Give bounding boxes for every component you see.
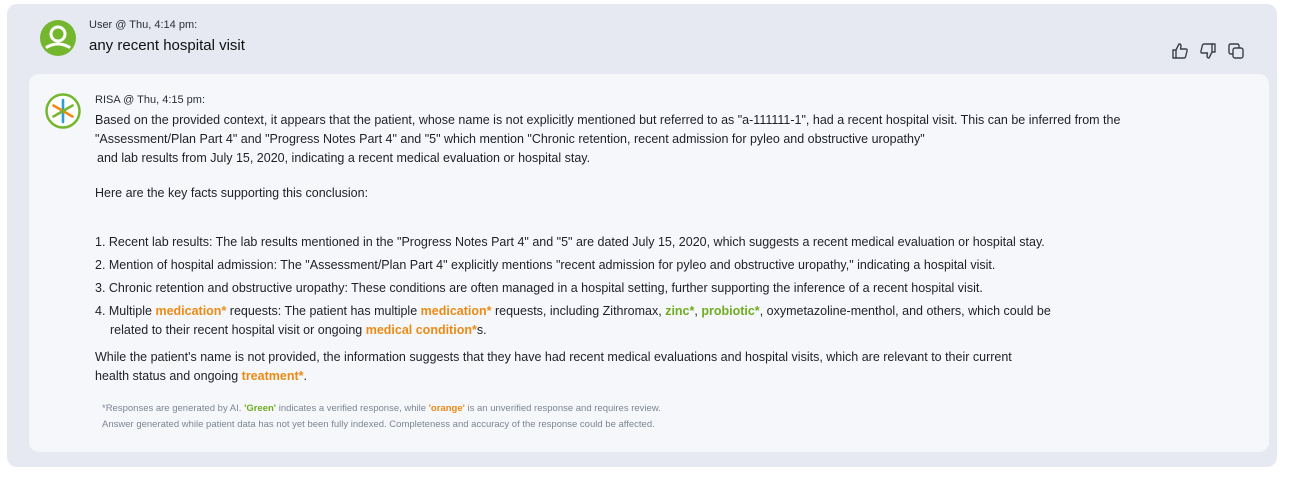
user-avatar-icon [40, 20, 76, 56]
thumbs-up-icon[interactable] [1171, 42, 1189, 60]
green-legend: 'Green' [244, 403, 277, 414]
indexing-warning: Answer generated while patient data has not yet been fully indexed. Completeness and accuracy of the response could be affected. [102, 419, 655, 430]
intro-line-1: Based on the provided context, it appears that the patient, whose name is not explicitly mentioned but referred to as "a-111111-1", had a recent hospital visit. This can be inferred from the [95, 113, 1121, 127]
risa-avatar-icon [45, 93, 81, 129]
user-message-text: any recent hospital visit [89, 37, 245, 54]
copy-icon[interactable] [1227, 42, 1245, 60]
unverified-term[interactable]: treatment* [241, 369, 304, 383]
orange-legend: 'orange' [428, 403, 465, 414]
verified-term[interactable]: probiotic* [701, 304, 760, 318]
list-item: 2. Mention of hospital admission: The "Assessment/Plan Part 4" explicitly mentions "recent admission for pyleo and obstructive uropathy," indicating a hospital visit. [95, 258, 996, 272]
chat-thread [7, 4, 1277, 467]
response-body [95, 111, 1260, 386]
user-meta: User @ Thu, 4:14 pm: [89, 19, 198, 31]
key-facts-list [95, 233, 1260, 340]
unverified-term[interactable]: medical condition* [365, 323, 477, 337]
intro-line-2: "Assessment/Plan Part 4" and "Progress Notes Part 4" and "5" which mention "Chronic retention, recent admission for pyleo and obstructive uropathy" [95, 132, 925, 146]
message-actions [1171, 42, 1245, 60]
list-item: 3. Chronic retention and obstructive uropathy: These conditions are often managed in a hospital setting, further supporting the inference of a recent hospital visit. [95, 281, 983, 295]
unverified-term[interactable]: medication* [155, 304, 227, 318]
intro-line-3: and lab results from July 15, 2020, indicating a recent medical evaluation or hospital stay. [97, 151, 591, 165]
closing-paragraph: While the patient's name is not provided, the information suggests that they have had recent medical evaluations and hospital visits, which are relevant to their current health status and ongoing treatment*. [95, 350, 1012, 383]
key-facts-intro: Here are the key facts supporting this conclusion: [95, 186, 369, 200]
disclaimer: *Responses are generated by AI. 'Green' indicates a verified response, while 'orange' is an unverified response and requires review. Answer generated while patient data has not yet been fully indexed. Completeness and accuracy of the response could be affected. [102, 403, 661, 430]
list-item: 1. Recent lab results: The lab results mentioned in the "Progress Notes Part 4" and "5" are dated July 15, 2020, which suggests a recent medical evaluation or hospital stay. [95, 235, 1045, 249]
verified-term[interactable]: zinc* [665, 304, 695, 318]
thumbs-down-icon[interactable] [1199, 42, 1217, 60]
unverified-term[interactable]: medication* [420, 304, 492, 318]
assistant-response [29, 74, 1269, 452]
list-item: 4. Multiple medication* requests: The patient has multiple medication* requests, including Zithromax, zinc*, probiotic*, oxymetazoline-menthol, and others, which could be related to their recent hospital visit or ongoing medical condition*s. [95, 304, 1051, 337]
intro-paragraph [95, 111, 1260, 168]
assistant-meta: RISA @ Thu, 4:15 pm: [95, 94, 206, 106]
